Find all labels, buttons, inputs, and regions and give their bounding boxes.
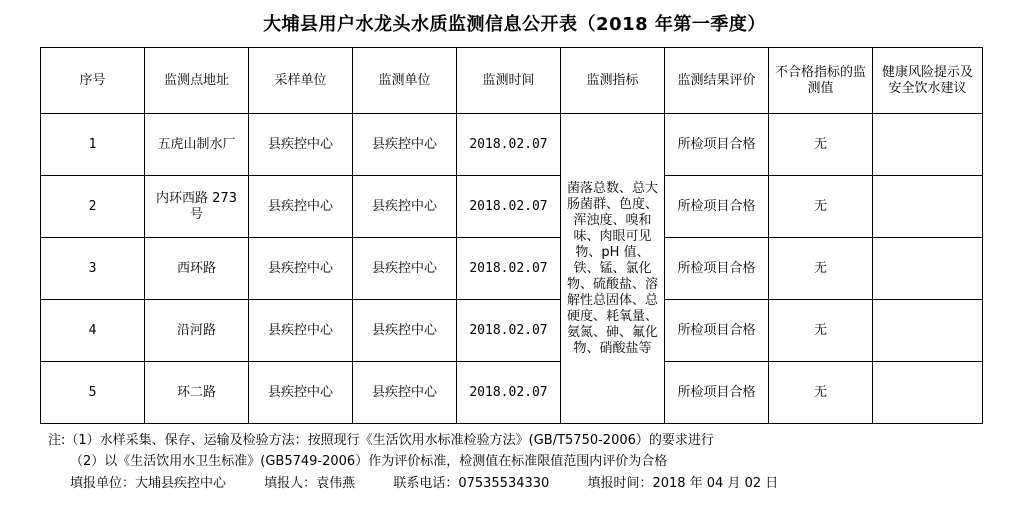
header-failed-values: 不合格指标的监测值 (769, 48, 873, 114)
cell-failed-values: 无 (769, 176, 873, 238)
header-sampler: 采样单位 (249, 48, 353, 114)
header-row (41, 48, 983, 114)
table-row (41, 176, 983, 238)
cell-advice (873, 176, 983, 238)
cell-address: 沿河路 (145, 300, 249, 362)
cell-address: 内环西路 273 号 (145, 176, 249, 238)
cell-failed-values: 无 (769, 114, 873, 176)
cell-no: 4 (41, 300, 145, 362)
cell-address: 五虎山制水厂 (145, 114, 249, 176)
cell-result: 所检项目合格 (665, 238, 769, 300)
cell-monitor: 县疾控中心 (353, 114, 457, 176)
table-row (41, 362, 983, 424)
footer-date: 填报时间：2018 年 04 月 02 日 (587, 476, 779, 491)
cell-advice (873, 300, 983, 362)
cell-result: 所检项目合格 (665, 114, 769, 176)
cell-result: 所检项目合格 (665, 176, 769, 238)
cell-monitor: 县疾控中心 (353, 300, 457, 362)
header-no: 序号 (41, 48, 145, 114)
cell-sampler: 县疾控中心 (249, 300, 353, 362)
footer-phone: 联系电话：07535534330 (393, 476, 550, 491)
cell-advice (873, 362, 983, 424)
header-result: 监测结果评价 (665, 48, 769, 114)
note-line-1: 注:（1）水样采集、保存、运输及检验方法：按照现行《生活饮用水标准检验方法》(GB/T5750-2006）的要求进行 (48, 433, 714, 448)
cell-date: 2018.02.07 (457, 300, 561, 362)
cell-monitor: 县疾控中心 (353, 176, 457, 238)
cell-address: 西环路 (145, 238, 249, 300)
cell-no: 1 (41, 114, 145, 176)
table-row (41, 114, 983, 176)
cell-result: 所检项目合格 (665, 300, 769, 362)
table-row (41, 300, 983, 362)
cell-failed-values: 无 (769, 362, 873, 424)
cell-date: 2018.02.07 (457, 238, 561, 300)
cell-sampler: 县疾控中心 (249, 362, 353, 424)
cell-sampler: 县疾控中心 (249, 238, 353, 300)
table-row (41, 238, 983, 300)
header-advice: 健康风险提示及安全饮水建议 (873, 48, 983, 114)
header-monitor: 监测单位 (353, 48, 457, 114)
cell-sampler: 县疾控中心 (249, 176, 353, 238)
cell-address: 环二路 (145, 362, 249, 424)
report-footer (70, 472, 778, 491)
cell-no: 2 (41, 176, 145, 238)
notes (48, 430, 714, 472)
cell-no: 3 (41, 238, 145, 300)
cell-sampler: 县疾控中心 (249, 114, 353, 176)
header-indicators: 监测指标 (561, 48, 665, 114)
cell-date: 2018.02.07 (457, 114, 561, 176)
cell-advice (873, 114, 983, 176)
page-title: 大埔县用户水龙头水质监测信息公开表（2018 年第一季度） (263, 14, 766, 35)
cell-failed-values: 无 (769, 300, 873, 362)
cell-date: 2018.02.07 (457, 176, 561, 238)
water-quality-table (40, 47, 983, 424)
cell-failed-values: 无 (769, 238, 873, 300)
cell-no: 5 (41, 362, 145, 424)
cell-date: 2018.02.07 (457, 362, 561, 424)
cell-indicators: 菌落总数、总大肠菌群、色度、浑浊度、嗅和味、肉眼可见物、pH 值、铁、锰、氯化物、硫酸盐、溶解性总固体、总硬度、耗氧量、氨氮、砷、氟化物、硝酸盐等 (561, 114, 665, 424)
footer-unit: 填报单位：大埔县疾控中心 (70, 476, 227, 491)
cell-result: 所检项目合格 (665, 362, 769, 424)
note-line-2: （2）以《生活饮用水卫生标准》(GB5749-2006）作为评价标准，检测值在标准限值范围内评价为合格 (70, 454, 668, 469)
cell-monitor: 县疾控中心 (353, 362, 457, 424)
header-address: 监测点地址 (145, 48, 249, 114)
header-date: 监测时间 (457, 48, 561, 114)
cell-advice (873, 238, 983, 300)
footer-person: 填报人：袁伟燕 (264, 476, 356, 491)
cell-monitor: 县疾控中心 (353, 238, 457, 300)
